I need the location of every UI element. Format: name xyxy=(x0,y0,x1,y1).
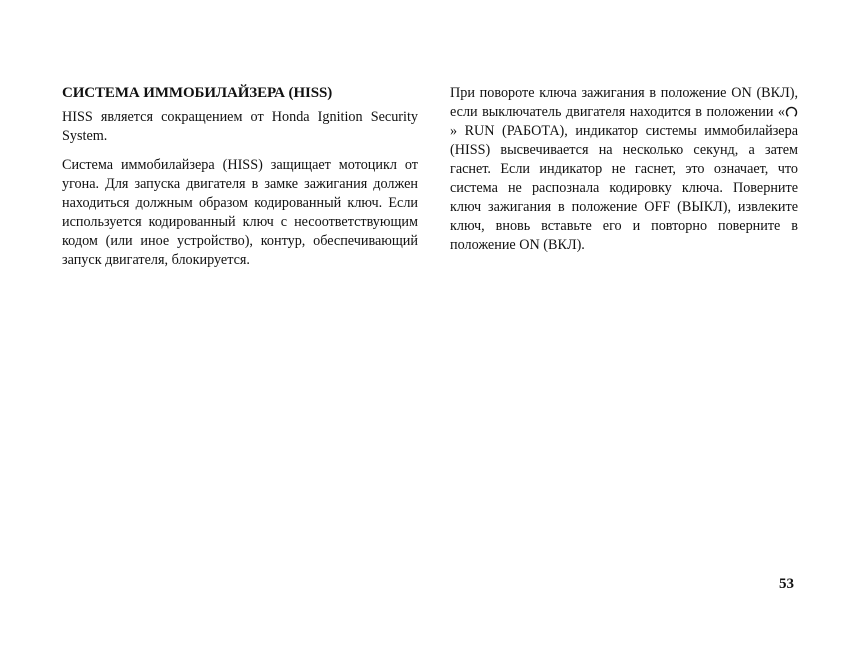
paragraph-text-part1: При повороте ключа зажигания в положение ON (ВКЛ), если выключатель двигателя находится в положении « xyxy=(450,85,798,120)
page-number: 53 xyxy=(779,576,794,592)
engine-run-switch-icon xyxy=(785,105,798,118)
immobilizer-description-paragraph: Система иммобилайзера (HISS) защищает мотоцикл от угона. Для запуска двигателя в замке зажигания должен находиться должным образом кодированный ключ. Если используется кодированный ключ с несоответствующим кодом (или иное устройство), контур, обеспечивающий запуск двигателя, блокируется. xyxy=(62,157,418,268)
right-column xyxy=(450,84,798,265)
section-heading: СИСТЕМА ИММОБИЛАЙЗЕРА (HISS) xyxy=(62,85,333,101)
left-column xyxy=(62,84,418,280)
hiss-definition-paragraph: HISS является сокращением от Honda Ignition Security System. xyxy=(62,109,418,144)
paragraph-text-part2: » RUN (РАБОТА), индикатор системы иммобилайзера (HISS) высвечивается на несколько секунд, а затем гаснет. Если индикатор не гаснет, это означает, что система не распознала кодировку ключа. Поверните ключ зажигания в положение OFF (ВЫКЛ), извлеките ключ, вновь вставьте его и повторно поверните в положение ON (ВКЛ). xyxy=(450,123,798,253)
indicator-instructions-paragraph xyxy=(450,84,798,255)
